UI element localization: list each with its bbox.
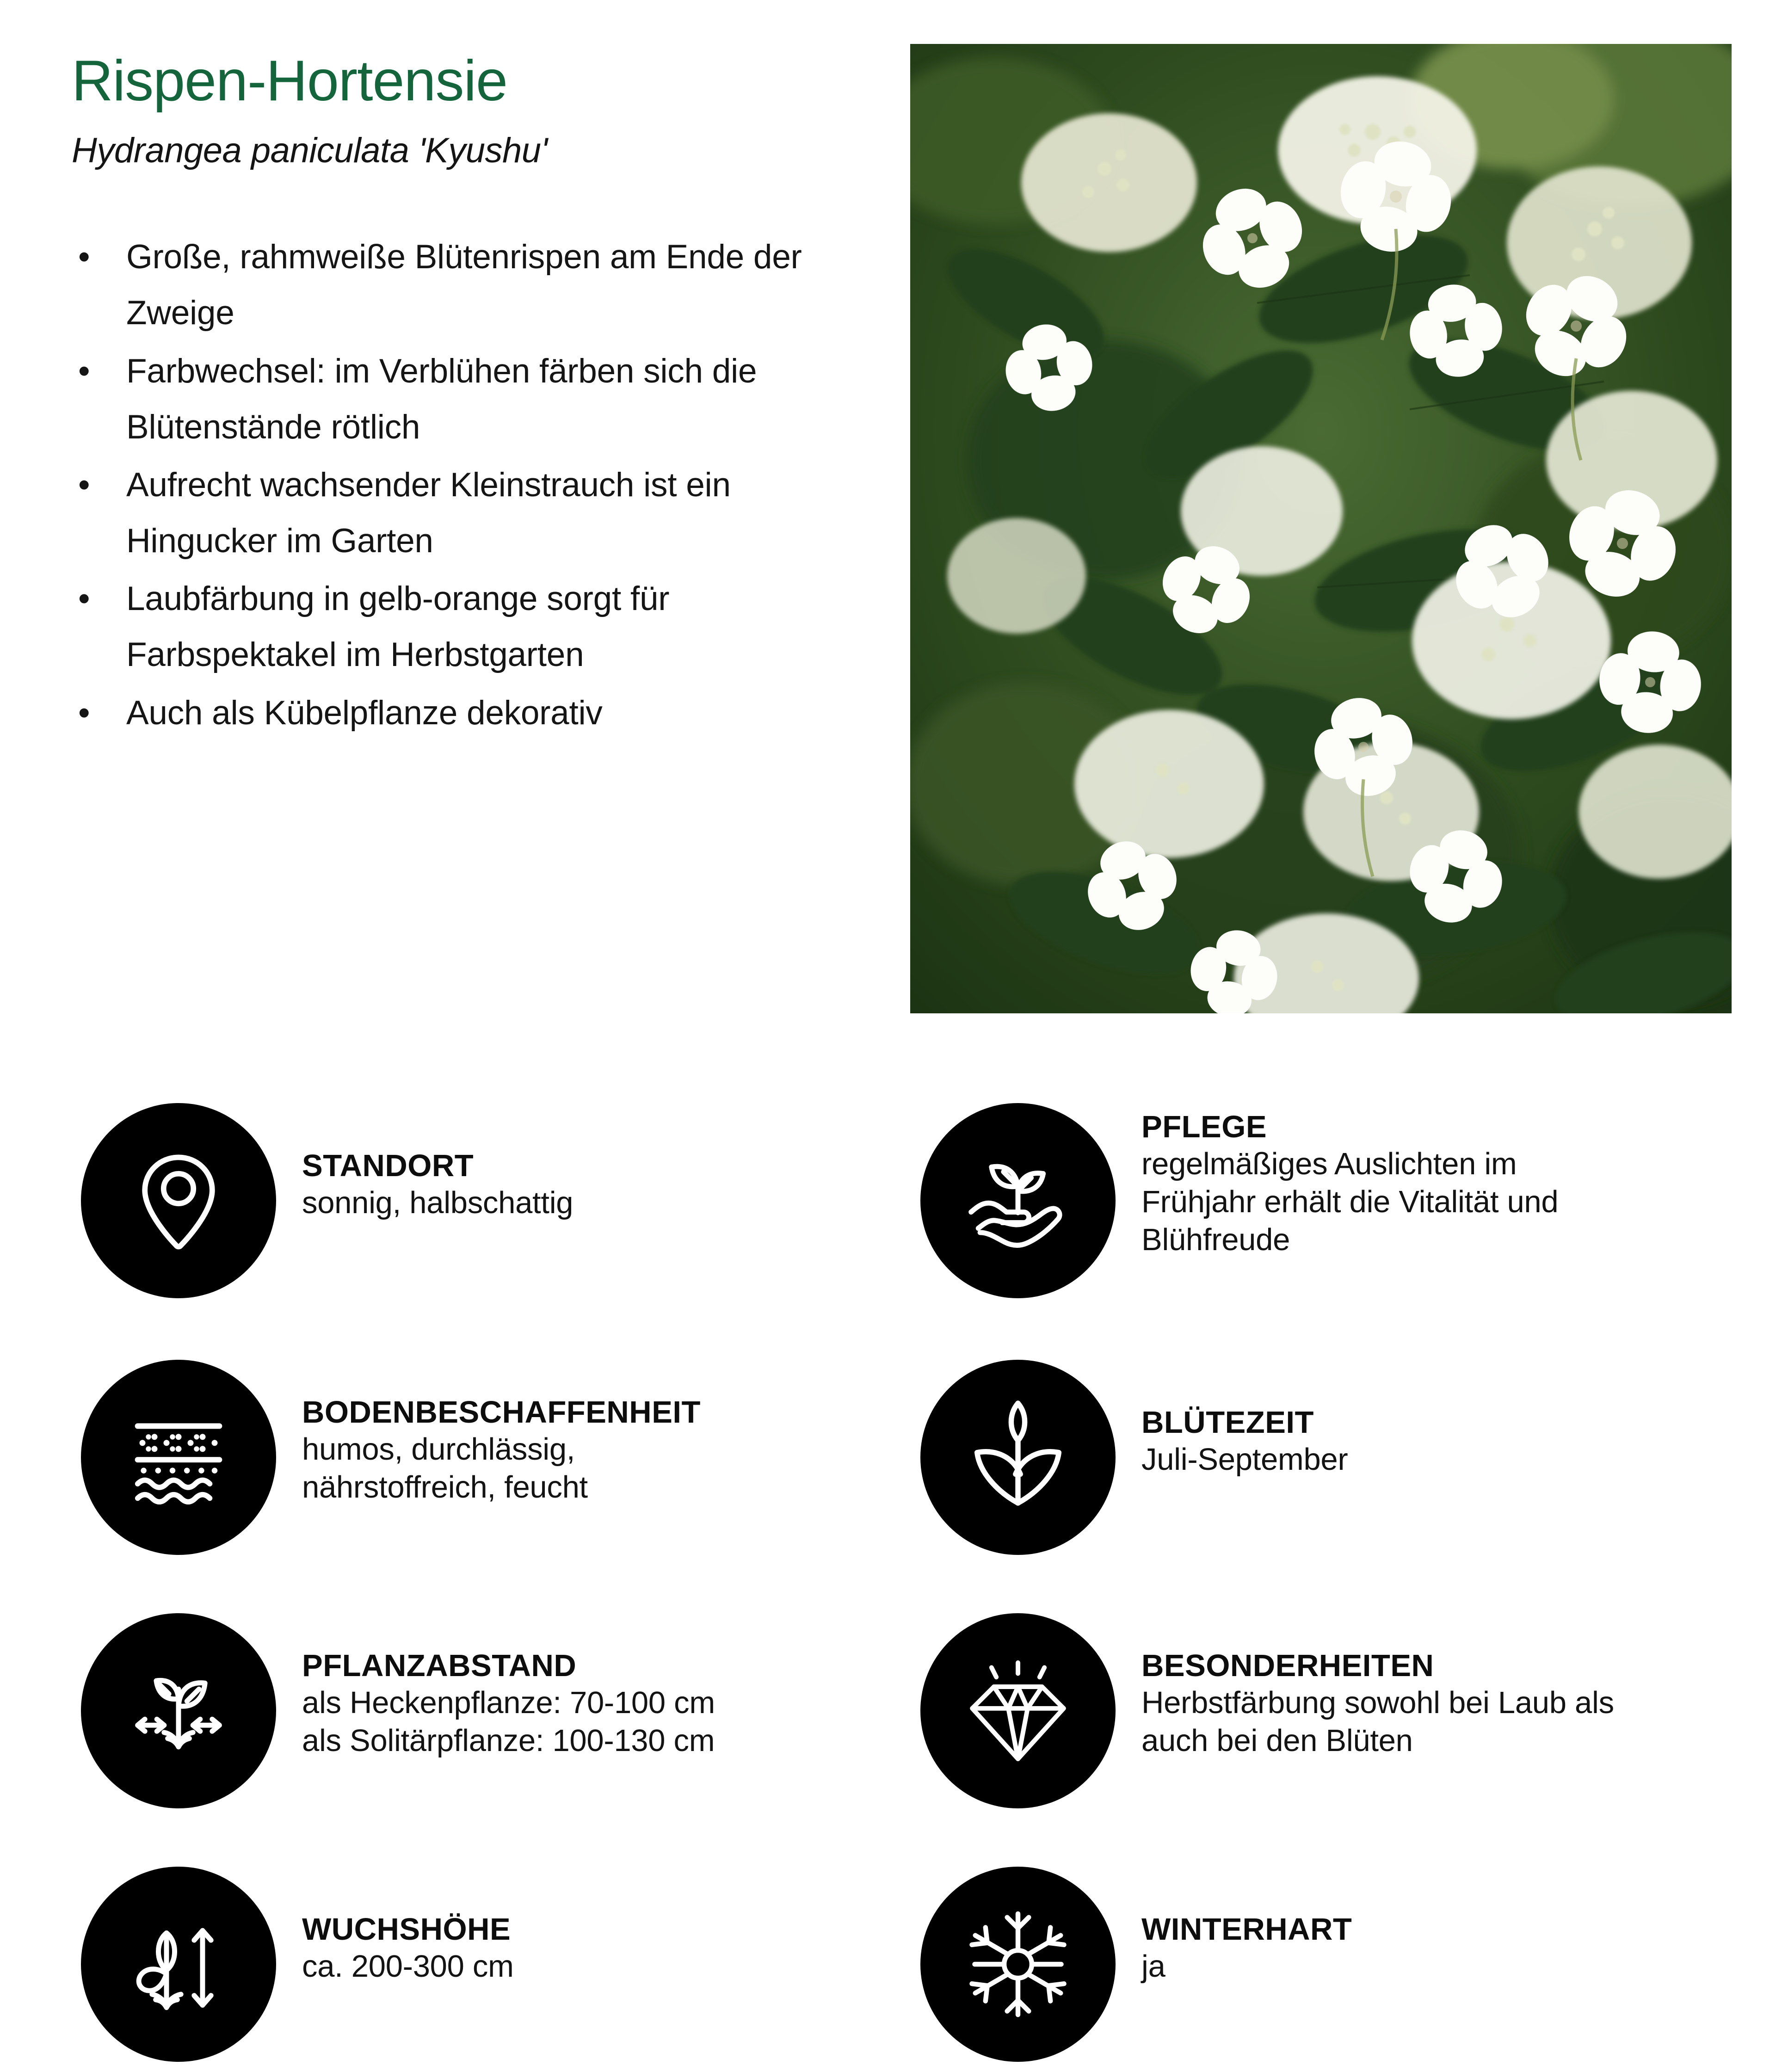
attribute-label: STANDORT [302, 1148, 474, 1183]
attribute-value-line: Frühjahr erhält die Vitalität und [1141, 1184, 1559, 1219]
list-item-text: Große, rahmweiße Blütenrispen am Ende der Zweige [126, 238, 802, 332]
botanical-name: Hydrangea paniculata 'Kyushu' [72, 131, 548, 171]
attribute-value: Juli-September [1141, 1442, 1348, 1477]
diamond-icon [920, 1613, 1116, 1808]
attribute-value: ja [1141, 1949, 1166, 1984]
attribute-text [302, 1360, 701, 1506]
attribute-text [302, 1103, 573, 1222]
bullet-glyph: • [78, 238, 90, 276]
attribute-label: PFLEGE [1141, 1110, 1267, 1144]
attribute-text [1141, 1613, 1614, 1760]
attribute-value-line: humos, durchlässig, [302, 1432, 575, 1467]
attribute-value: sonnig, halbschattig [302, 1185, 574, 1221]
attribute-label: PFLANZABSTAND [302, 1648, 577, 1683]
plant-spacing-icon [81, 1613, 276, 1808]
list-item [72, 457, 886, 569]
plant-photo [910, 44, 1732, 1013]
attribute-value-line: Blühfreude [1141, 1222, 1290, 1257]
attribute-wuchshoehe [81, 1867, 514, 2062]
attribute-bluetezeit [920, 1360, 1348, 1555]
attribute-besonderheiten [920, 1613, 1614, 1808]
attribute-text [1141, 1103, 1558, 1258]
attribute-bodenbeschaffenheit [81, 1360, 701, 1555]
list-item-text: Laubfärbung in gelb-orange sorgt für Farbspektakel im Herbstgarten [126, 580, 670, 674]
list-item-text: Aufrecht wachsender Kleinstrauch ist ein Hingucker im Garten [126, 466, 731, 560]
attribute-text [1141, 1360, 1348, 1479]
attribute-label: WUCHSHÖHE [302, 1912, 511, 1947]
attribute-pflanzabstand [81, 1613, 715, 1808]
attribute-value-line: auch bei den Blüten [1141, 1723, 1413, 1758]
bullet-glyph: • [78, 694, 90, 732]
attribute-label: WINTERHART [1141, 1912, 1352, 1947]
attribute-label: BODENBESCHAFFENHEIT [302, 1395, 701, 1430]
list-item [72, 571, 886, 683]
attribute-value: ca. 200-300 cm [302, 1949, 514, 1984]
feature-list [72, 229, 886, 741]
list-item-text: Auch als Kübelpflanze dekorativ [126, 694, 603, 732]
sprout-in-hand-icon [920, 1103, 1116, 1298]
attribute-value-line: Herbstfärbung sowohl bei Laub als [1141, 1685, 1614, 1720]
attribute-value-line: als Heckenpflanze: 70-100 cm [302, 1685, 715, 1720]
soil-layers-icon [81, 1360, 276, 1555]
attribute-pflege [920, 1103, 1558, 1298]
attribute-value-line: nährstoffreich, feucht [302, 1469, 588, 1505]
attribute-value-line: als Solitärpflanze: 100-130 cm [302, 1723, 715, 1758]
list-item [72, 685, 886, 741]
list-item [72, 229, 886, 341]
plant-height-icon [81, 1867, 276, 2062]
attribute-text [1141, 1867, 1352, 1986]
attribute-text [302, 1613, 715, 1760]
blossom-icon [920, 1360, 1116, 1555]
attribute-label: BESONDERHEITEN [1141, 1648, 1434, 1683]
plant-text-column [72, 51, 886, 743]
bullet-glyph: • [78, 466, 90, 504]
attribute-standort [81, 1103, 573, 1298]
attribute-value-line: regelmäßiges Auslichten im [1141, 1147, 1517, 1182]
attribute-label: BLÜTEZEIT [1141, 1405, 1314, 1440]
page-title: Rispen-Hortensie [72, 49, 507, 113]
snowflake-icon [920, 1867, 1116, 2062]
attribute-text [302, 1867, 514, 1986]
bullet-glyph: • [78, 580, 90, 618]
list-item [72, 343, 886, 455]
plant-attributes-grid [0, 1092, 1776, 2072]
list-item-text: Farbwechsel: im Verblühen färben sich die Blütenstände rötlich [126, 352, 757, 446]
bullet-glyph: • [78, 352, 90, 390]
location-pin-icon [81, 1103, 276, 1298]
attribute-winterhart [920, 1867, 1352, 2062]
